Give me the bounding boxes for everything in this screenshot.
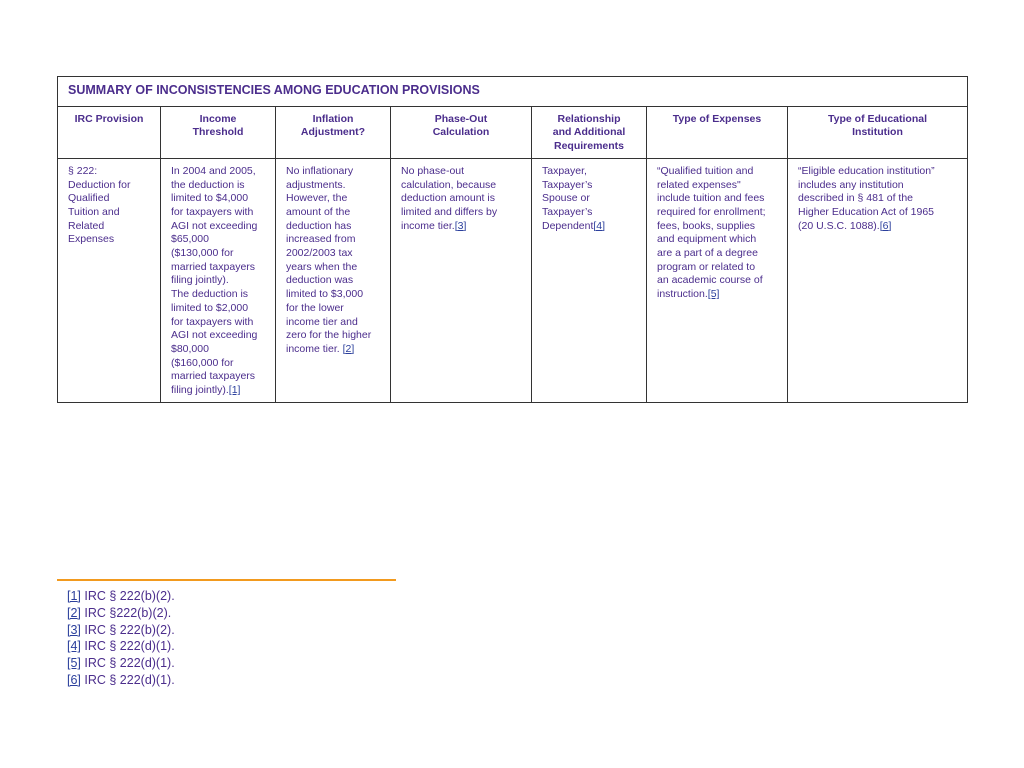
- footnote-text: IRC §222(b)(2).: [80, 605, 172, 620]
- cell-inflation: [276, 158, 391, 402]
- footnote-text: IRC § 222(d)(1).: [80, 639, 175, 654]
- header-type-of-expenses: Type of Expenses: [647, 106, 788, 158]
- cell-inflation-text: No inflationary adjustments. However, the amount of the deduction has increased from 2002/2003 tax years when the deduction was limited to $3,000 for the lower income tier and zero for the higher income tier.: [286, 164, 372, 355]
- cell-provision: § 222: Deduction for Qualified Tuition and Related Expenses: [58, 158, 161, 402]
- footnote-ref-5[interactable]: [5]: [707, 288, 720, 301]
- cell-institution: [788, 158, 968, 402]
- header-income-threshold: Income Threshold: [161, 106, 276, 158]
- cell-relationship: [532, 158, 647, 402]
- header-phase-out: Phase-Out Calculation: [391, 106, 532, 158]
- footnote-link-4[interactable]: [4]: [67, 639, 81, 654]
- table-row: [58, 158, 968, 402]
- header-row: [58, 106, 968, 158]
- footnote-item: [67, 605, 175, 622]
- footnote-text: IRC § 222(d)(1).: [80, 656, 175, 671]
- footnote-text: IRC § 222(b)(2).: [80, 622, 175, 637]
- header-irc-provision: IRC Provision: [58, 106, 161, 158]
- title-row: [58, 77, 968, 107]
- cell-phaseout: [391, 158, 532, 402]
- footnote-link-1[interactable]: [1]: [67, 589, 81, 603]
- footnote-link-6[interactable]: [6]: [67, 672, 81, 687]
- footnote-item: [67, 622, 175, 639]
- footnote-separator: [57, 579, 396, 581]
- cell-expenses-text: “Qualified tuition and related expenses" include tuition and fees required for enrollment; fees, books, supplies and equipment which are a part of a degree program or related to an academic course of instruction.: [657, 164, 766, 301]
- footnote-text: IRC § 222(b)(2).: [80, 589, 175, 603]
- footnotes-list: [67, 588, 175, 689]
- footnote-link-2[interactable]: [2]: [67, 605, 81, 620]
- footnote-link-3[interactable]: [3]: [67, 622, 81, 637]
- header-inflation-adjustment: Inflation Adjustment?: [276, 106, 391, 158]
- footnote-ref-1[interactable]: [1]: [228, 384, 241, 397]
- cell-income-text: In 2004 and 2005, the deduction is limited to $4,000 for taxpayers with AGI not exceeding $65,000 ($130,000 for married taxpayers filing jointly). The deduction is limited to $2,000 for taxpayers with AGI not exceeding $80,000 ($160,000 for married taxpayers filing jointly).: [171, 164, 258, 397]
- table-title: SUMMARY OF INCONSISTENCIES AMONG EDUCATION PROVISIONS: [58, 77, 968, 107]
- footnote-item: [67, 588, 175, 605]
- cell-expenses: [647, 158, 788, 402]
- footnote-text: IRC § 222(d)(1).: [80, 672, 175, 687]
- cell-phaseout-text: No phase-out calculation, because deduction amount is limited and differs by income tier.: [401, 164, 498, 232]
- footnote-ref-4[interactable]: [4]: [593, 219, 606, 232]
- footnote-link-5[interactable]: [5]: [67, 656, 81, 671]
- footnote-ref-6[interactable]: [6]: [879, 219, 892, 232]
- cell-institution-text: “Eligible education institution” includes any institution described in § 481 of the Higher Education Act of 1965 (20 U.S.C. 1088).: [798, 164, 935, 232]
- footnote-ref-2[interactable]: [2]: [342, 342, 355, 355]
- footnote-item: [67, 638, 175, 655]
- header-type-of-institution: Type of Educational Institution: [788, 106, 968, 158]
- cell-relationship-text: Taxpayer, Taxpayer’s Spouse or Taxpayer’s Dependent: [542, 164, 594, 232]
- footnote-ref-3[interactable]: [3]: [454, 219, 467, 232]
- footnote-item: [67, 655, 175, 672]
- footnote-item: [67, 672, 175, 689]
- header-relationship: Relationship and Additional Requirements: [532, 106, 647, 158]
- cell-income-threshold: [161, 158, 276, 402]
- summary-table: [57, 76, 968, 403]
